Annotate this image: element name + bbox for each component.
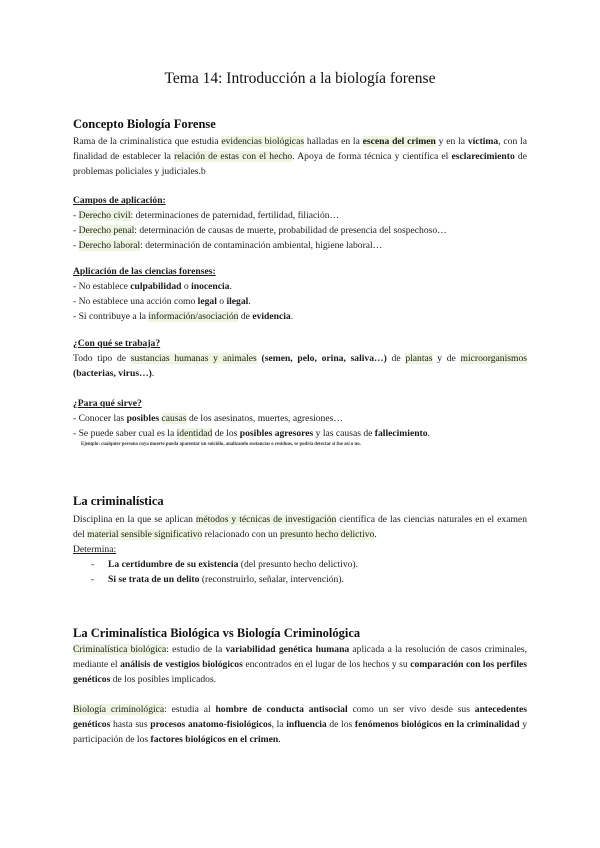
subheading-sirve: ¿Para qué sirve? <box>73 398 142 409</box>
highlight-run: Derecho civil <box>78 210 131 221</box>
highlight-run: microorganismos <box>460 353 527 364</box>
bold-run: fenómenos biológicos en la criminalidad <box>354 719 520 730</box>
heading-vs: La Criminalística Biológica vs Biología Criminológica <box>73 626 361 640</box>
bold-run: (semen, pelo, orina, saliva…) <box>261 353 387 364</box>
section-vs <box>73 626 527 747</box>
text-run: : estudio de la <box>166 644 226 655</box>
bold-run: evidencia <box>252 311 291 322</box>
highlight-run: sustancias humanas y animales <box>130 353 257 364</box>
text-run: (reconstruirlo, señalar, intervención). <box>199 574 344 585</box>
bold-run: posibles agresores <box>239 428 314 439</box>
text-run: Todo tipo de <box>73 353 131 364</box>
text-run: - <box>73 210 79 221</box>
list-item <box>73 279 527 294</box>
highlight-run: Biología criminológica <box>73 704 165 715</box>
text-run: - <box>73 225 79 236</box>
list-item <box>73 208 527 223</box>
bold-run: análisis de vestigios biológicos <box>120 659 243 670</box>
bold-run: hombre de conducta antisocial <box>215 704 348 715</box>
text-run: . Apoya de forma técnica y científica el <box>292 151 452 162</box>
section-criminalistica <box>73 494 527 587</box>
text-run: o <box>181 281 192 292</box>
highlight-run: Criminalística biológica <box>73 644 167 655</box>
paragraph-criminalistica-biologica <box>73 642 527 687</box>
heading-concepto: Concepto Biología Forense <box>73 117 216 131</box>
paragraph-concepto <box>73 134 527 179</box>
list-item <box>73 294 527 309</box>
highlight-run: material sensible significativo <box>87 529 203 540</box>
bold-run: (bacterias, virus…) <box>73 368 152 379</box>
text-run: : determinaciones de paternidad, fertilidad, filiación… <box>130 210 340 221</box>
section-sirve <box>73 396 527 449</box>
subheading-trabaja: ¿Con qué se trabaja? <box>73 338 161 349</box>
text-run: de <box>238 311 253 322</box>
highlight-run: causas <box>161 413 187 424</box>
text-run: Rama de la criminalística que estudia <box>73 136 222 147</box>
text-run: hasta sus <box>110 719 151 730</box>
text-run: - No establece <box>73 281 131 292</box>
subheading-campos: Campos de aplicación: <box>73 195 166 206</box>
text-run: - Si contribuye a la <box>73 311 149 322</box>
subheading-aplicacion: Aplicación de las ciencias forenses: <box>73 266 216 277</box>
text-run: . <box>151 368 155 379</box>
text-run: de los posibles implicados. <box>110 674 217 685</box>
example-note: Ejemplo: cualquier persona cuya muerte pueda aparentar un suicidio, analizando sustancias o residuos, se podría detectar si fue así o no. <box>81 442 361 447</box>
text-run: . <box>278 734 281 745</box>
list-item <box>73 557 527 572</box>
list-item <box>73 572 527 587</box>
text-run: y en la <box>435 136 468 147</box>
section-campos <box>73 193 527 253</box>
highlight-run: evidencias biológicas <box>221 136 305 147</box>
text-run: científica de las ciencias naturales en el examen del <box>73 514 527 540</box>
text-run: . <box>290 311 294 322</box>
bullet-dash: - <box>91 574 95 585</box>
list-item <box>73 411 527 426</box>
text-run: - <box>73 240 79 251</box>
list-item <box>73 238 527 253</box>
bold-run: fallecimiento <box>374 428 428 439</box>
text-run: (del presunto hecho delictivo). <box>238 559 359 570</box>
heading-criminalistica: La criminalística <box>73 494 164 508</box>
page-title: Tema 14: Introducción a la biología forense <box>164 70 436 87</box>
section-aplicacion <box>73 264 527 324</box>
highlight-run: Derecho laboral <box>78 240 141 251</box>
list-item <box>73 309 527 324</box>
text-run: . <box>248 296 251 307</box>
text-run: como un ser vivo desde sus <box>347 704 475 715</box>
text-run: o <box>216 296 227 307</box>
paragraph-criminalistica <box>73 512 527 542</box>
bold-run: inocencia <box>191 281 230 292</box>
bold-run: legal <box>197 296 217 307</box>
bold-run: posibles <box>126 413 160 424</box>
text-run: , con la finalidad de establecer la <box>73 136 527 162</box>
text-run: . <box>374 529 377 540</box>
highlight-run: plantas <box>405 353 433 364</box>
text-run: de <box>386 353 406 364</box>
text-run: - Se puede saber cual es la <box>73 428 177 439</box>
text-run: halladas en la <box>304 136 363 147</box>
bold-run: procesos anatomo-fisiológicos <box>150 719 272 730</box>
text-run: y participación de los <box>73 719 527 745</box>
text-run: - Conocer las <box>73 413 127 424</box>
bold-run: comparación con los perfiles genéticos <box>73 659 528 685</box>
text-run: - No establece una acción como <box>73 296 198 307</box>
text-run: , la <box>271 719 287 730</box>
paragraph-trabaja <box>73 351 527 381</box>
bold-run: antecedentes genéticos <box>73 704 527 730</box>
highlight-run: presunto hecho delictivo <box>280 529 375 540</box>
determina-label: Determina: <box>73 544 117 555</box>
text-run: encontrados en el lugar de los hechos y su <box>242 659 411 670</box>
bold-run: esclarecimiento <box>451 151 515 162</box>
list-item <box>73 223 527 238</box>
bold-run: influencia <box>286 719 327 730</box>
bullet-dash: - <box>91 559 95 570</box>
text-run: : estudia al <box>164 704 216 715</box>
section-concepto <box>73 117 527 179</box>
bold-run: Si se trata de un delito <box>108 574 200 585</box>
text-run: : determinación de contaminación ambiental, higiene laboral… <box>140 240 383 251</box>
bold-run: culpabilidad <box>130 281 182 292</box>
text-run: y de <box>432 353 461 364</box>
text-run: . <box>427 428 430 439</box>
bold-run: ilegal <box>226 296 249 307</box>
text-run: relacionado con un <box>202 529 281 540</box>
text-run: de los asesinatos, muertes, agresiones… <box>186 413 343 424</box>
bold-run: víctima <box>467 136 499 147</box>
text-run: de los <box>326 719 355 730</box>
text-run: y las causas de <box>313 428 375 439</box>
highlight-run: Derecho penal <box>78 225 135 236</box>
section-trabaja <box>73 336 527 381</box>
bold-run: variabilidad genética humana <box>225 644 350 655</box>
bold-run: factores biológicos en el crimen <box>150 734 279 745</box>
text-run: . <box>229 281 232 292</box>
highlight-run: información/asociación <box>148 311 239 322</box>
list-item <box>73 426 527 441</box>
text-run: : determinación de causas de muerte, probabilidad de presencia del sospechoso… <box>134 225 447 236</box>
text-run: de los <box>212 428 240 439</box>
text-run: de problemas policiales y judiciales.b <box>73 151 527 177</box>
highlight-run: identidad <box>176 428 213 439</box>
bold-run: La certidumbre de su existencia <box>108 559 239 570</box>
text-run: Disciplina en la que se aplican <box>73 514 196 525</box>
highlight-run: relación de estas con el hecho <box>174 151 293 162</box>
bold-run: escena del crimen <box>362 136 436 147</box>
paragraph-biologia-criminologica <box>73 702 527 747</box>
highlight-run: métodos y técnicas de investigación <box>195 514 337 525</box>
text-run: aplicada a la resolución de casos criminales, mediante el <box>73 644 527 670</box>
